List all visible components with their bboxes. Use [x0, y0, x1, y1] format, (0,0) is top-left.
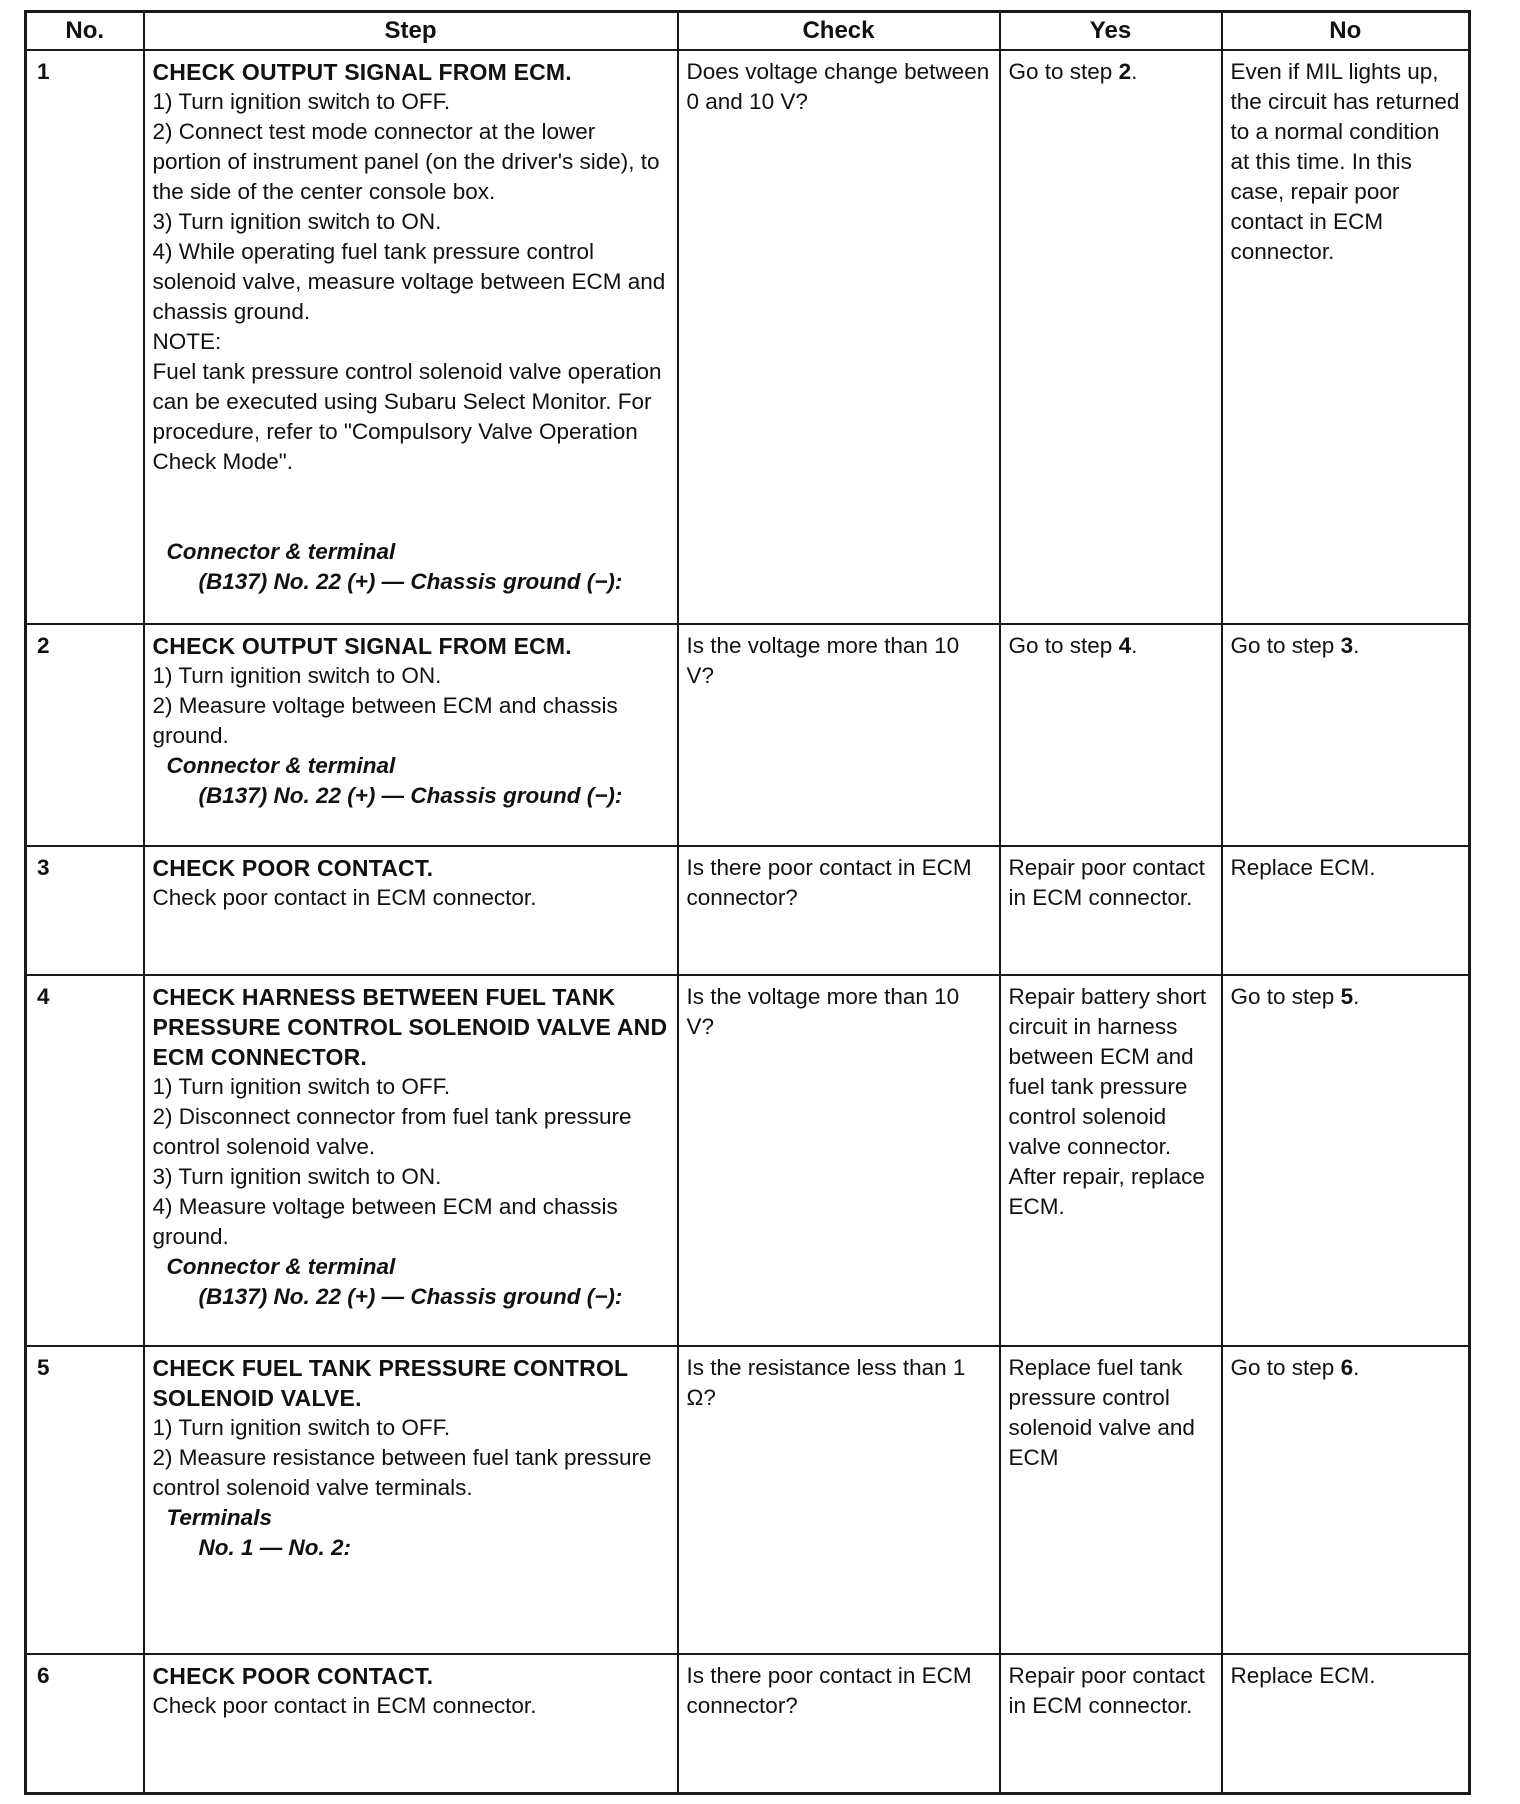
yes-prefix: Go to step	[1008, 59, 1119, 84]
no-cell	[1222, 624, 1470, 846]
step-title: CHECK FUEL TANK PRESSURE CONTROL SOLENOID VALVE.	[152, 1355, 628, 1411]
table-row	[26, 975, 1470, 1346]
step-instruction: 1) Turn ignition switch to ON.	[152, 663, 442, 688]
step-instruction: 2) Disconnect connector from fuel tank pressure control solenoid valve.	[152, 1104, 632, 1159]
step-number: 1	[26, 50, 144, 624]
step-instruction: 1) Turn ignition switch to OFF.	[152, 89, 451, 114]
no-cell: Replace ECM.	[1222, 1654, 1470, 1794]
no-prefix: Go to step	[1230, 633, 1341, 658]
spec-label: Connector & terminal	[166, 1254, 396, 1279]
spacer	[153, 477, 669, 537]
header-check: Check	[678, 12, 1000, 51]
step-instruction: 2) Measure resistance between fuel tank pressure control solenoid valve terminals.	[152, 1445, 652, 1500]
step-title: CHECK OUTPUT SIGNAL FROM ECM.	[152, 59, 572, 85]
step-cell	[144, 624, 678, 846]
header-no-result: No	[1222, 12, 1470, 51]
step-number: 6	[26, 1654, 144, 1794]
no-suffix: .	[1353, 633, 1360, 658]
check-cell: Does voltage change between 0 and 10 V?	[678, 50, 1000, 624]
step-number: 2	[26, 624, 144, 846]
yes-cell: Repair battery short circuit in harness between ECM and fuel tank pressure control solenoid valve connector. After repair, replace ECM.	[1000, 975, 1222, 1346]
check-cell: Is the voltage more than 10 V?	[678, 624, 1000, 846]
step-instruction: 2) Connect test mode connector at the lower portion of instrument panel (on the driver's side), to the side of the center console box.	[152, 119, 660, 204]
spec-value: (B137) No. 22 (+) — Chassis ground (−):	[198, 783, 623, 808]
spec-value: (B137) No. 22 (+) — Chassis ground (−):	[198, 1284, 623, 1309]
step-instruction: 4) Measure voltage between ECM and chassis ground.	[152, 1194, 618, 1249]
step-cell	[144, 50, 678, 624]
no-suffix: .	[1353, 984, 1360, 1009]
check-cell: Is the voltage more than 10 V?	[678, 975, 1000, 1346]
yes-cell: Repair poor contact in ECM connector.	[1000, 1654, 1222, 1794]
step-cell	[144, 975, 678, 1346]
step-instruction: 4) While operating fuel tank pressure control solenoid valve, measure voltage between ECM and chassis ground.	[152, 239, 666, 324]
spec-label: Terminals	[166, 1505, 272, 1530]
table-row	[26, 1654, 1470, 1794]
header-step: Step	[144, 12, 678, 51]
spec-value: (B137) No. 22 (+) — Chassis ground (−):	[198, 569, 623, 594]
yes-suffix: .	[1131, 59, 1138, 84]
no-cell	[1222, 1346, 1470, 1654]
step-instruction: 2) Measure voltage between ECM and chassis ground.	[152, 693, 618, 748]
table-row	[26, 50, 1470, 624]
step-number: 3	[26, 846, 144, 975]
step-instruction: Check poor contact in ECM connector.	[152, 1693, 537, 1718]
table-header-row	[26, 12, 1470, 51]
diagnostic-procedure-document	[24, 10, 1468, 1770]
yes-suffix: .	[1131, 633, 1138, 658]
yes-prefix: Go to step	[1008, 633, 1119, 658]
no-step-ref: 5	[1340, 984, 1354, 1009]
yes-cell: Repair poor contact in ECM connector.	[1000, 846, 1222, 975]
diagnostic-table	[24, 10, 1471, 1795]
no-prefix: Go to step	[1230, 1355, 1341, 1380]
step-cell	[144, 846, 678, 975]
step-title: CHECK POOR CONTACT.	[152, 855, 434, 881]
no-cell: Replace ECM.	[1222, 846, 1470, 975]
step-instruction: 1) Turn ignition switch to OFF.	[152, 1074, 451, 1099]
check-cell: Is there poor contact in ECM connector?	[678, 846, 1000, 975]
step-cell	[144, 1654, 678, 1794]
note-text: Fuel tank pressure control solenoid valve operation can be executed using Subaru Select Monitor. For procedure, refer to "Compulsory Valve Operation Check Mode".	[152, 359, 662, 474]
spec-label: Connector & terminal	[166, 753, 396, 778]
step-title: CHECK OUTPUT SIGNAL FROM ECM.	[152, 633, 572, 659]
step-title: CHECK HARNESS BETWEEN FUEL TANK PRESSURE CONTROL SOLENOID VALVE AND ECM CONNECTOR.	[152, 984, 668, 1070]
no-step-ref: 3	[1340, 633, 1354, 658]
table-row	[26, 624, 1470, 846]
spec-value: No. 1 — No. 2:	[198, 1535, 352, 1560]
no-cell: Even if MIL lights up, the circuit has returned to a normal condition at this time. In this case, repair poor contact in ECM connector.	[1222, 50, 1470, 624]
yes-cell	[1000, 624, 1222, 846]
step-number: 4	[26, 975, 144, 1346]
yes-step-ref: 4	[1118, 633, 1132, 658]
no-suffix: .	[1353, 1355, 1360, 1380]
yes-step-ref: 2	[1118, 59, 1132, 84]
check-cell: Is the resistance less than 1 Ω?	[678, 1346, 1000, 1654]
step-title: CHECK POOR CONTACT.	[152, 1663, 434, 1689]
step-cell	[144, 1346, 678, 1654]
step-instruction: Check poor contact in ECM connector.	[152, 885, 537, 910]
step-instruction: 3) Turn ignition switch to ON.	[152, 1164, 442, 1189]
note-label: NOTE:	[152, 329, 222, 354]
table-row	[26, 1346, 1470, 1654]
header-yes: Yes	[1000, 12, 1222, 51]
check-cell: Is there poor contact in ECM connector?	[678, 1654, 1000, 1794]
step-number: 5	[26, 1346, 144, 1654]
yes-cell: Replace fuel tank pressure control solenoid valve and ECM	[1000, 1346, 1222, 1654]
table-row	[26, 846, 1470, 975]
no-step-ref: 6	[1340, 1355, 1354, 1380]
no-cell	[1222, 975, 1470, 1346]
step-instruction: 3) Turn ignition switch to ON.	[152, 209, 442, 234]
spec-label: Connector & terminal	[166, 539, 396, 564]
no-prefix: Go to step	[1230, 984, 1341, 1009]
step-instruction: 1) Turn ignition switch to OFF.	[152, 1415, 451, 1440]
header-no: No.	[26, 12, 144, 51]
yes-cell	[1000, 50, 1222, 624]
